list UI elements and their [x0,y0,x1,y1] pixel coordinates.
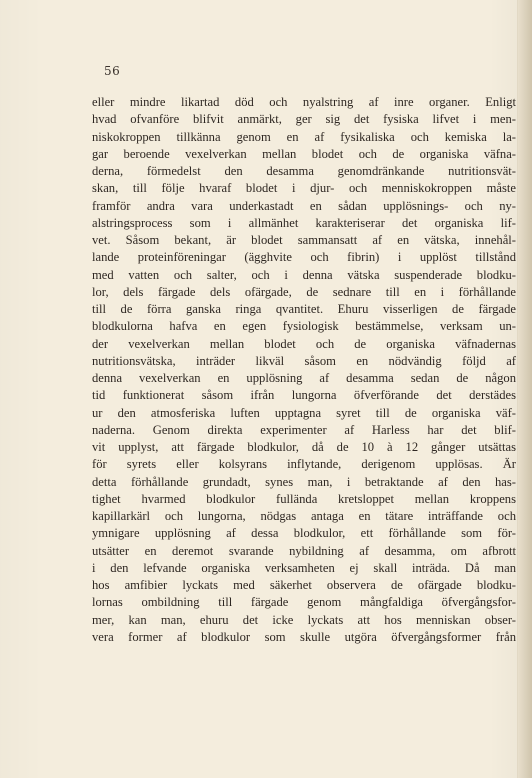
text-line: vera former af blodkulor som skulle utgöra öfvergångsformer från [92,629,516,644]
text-line: skan, till följe hvaraf blodet i djur- och menniskokroppen måste [92,181,516,196]
text-line: naderna. Genom direkta experimenter af Harless har det blif- [92,422,516,437]
text-line: hvad ofvanföre blifvit anmärkt, ger sig det fysiska lifvet i men- [92,112,516,127]
text-line: kapillarkärl och lungorna, nödgas antaga en tätare inträffande och [92,509,516,523]
text-line: derna, förmedelst den desamma genomdränkande nutritionsvät- [92,164,516,178]
text-line: mer, kan man, ehuru det icke lyckats att hos menniskan obser- [92,612,516,627]
text-line: för syrets eller kolsyrans inflytande, derigenom upplösas. Är [92,457,516,472]
text-line: gar beroende vexelverkan mellan blodet och de organiska väfna- [92,146,516,161]
text-line: eller mindre likartad död och nyalstring af inre organer. Enligt [92,95,516,109]
text-line: der vexelverkan mellan blodet och de organiska väfnadernas [92,336,516,351]
page-edge [517,0,532,778]
text-line: detta förhållande grundadt, synes man, i betraktande af den has- [92,474,516,489]
text-line: hos amfibier lyckats med säkerhet observera de ofärgade blodku- [92,578,516,592]
text-line: framför andra vara underkastadt en sådan upplösnings- och ny- [92,198,516,213]
text-line: ur den atmosferiska luften upptagna syret till de organiska väf- [92,405,516,420]
text-line: lor, dels färgade dels ofärgade, de sednare till en i förhållande [92,284,516,299]
text-line: i den lefvande organiska verksamheten ej skall inträda. Då man [92,560,516,575]
body-text [92,94,516,646]
text-line: niskokroppen tillkänna genom en af fysikaliska och kemiska la- [92,129,516,144]
text-line: lornas ombildning till färgade genom mångfaldiga öfvergångsfor- [92,595,516,610]
text-line: till de förra ganska ringa qvantitet. Ehuru visserligen de färgade [92,302,516,316]
text-line: med vatten och salter, och i denna vätska suspenderade blodku- [92,267,516,282]
text-line: ymnigare upplösning af dessa blodkulor, ett förhållande som för- [92,526,516,541]
text-line: lande proteinföreningar (ägghvite och fibrin) i upplöst tillstånd [92,250,516,265]
text-line: vit upplyst, att färgade blodkulor, då de 10 à 12 gånger utsättas [92,440,516,454]
text-line: alstringsprocess som i allmänhet karakteriserar det organiska lif- [92,215,516,230]
text-line: vet. Såsom bekant, är blodet sammansatt af en vätska, innehål- [92,233,516,247]
text-line: utsätter en deremot svarande nybildning af desamma, om afbrott [92,543,516,558]
text-line: blodkulorna hafva en egen fysiologisk bestämmelse, verksam un- [92,319,516,334]
text-line: nutritionsvätska, inträder likväl såsom en nödvändig följd af [92,353,516,368]
text-line: tid funktionerat såsom ifrån lungorna öfverförande det derstädes [92,388,516,403]
page-number: 56 [104,64,121,78]
text-line: denna vexelverkan en upplösning af desamma sedan de någon [92,371,516,385]
text-line: tighet hvarmed blodkulor fullända kretsloppet mellan kroppens [92,491,516,506]
